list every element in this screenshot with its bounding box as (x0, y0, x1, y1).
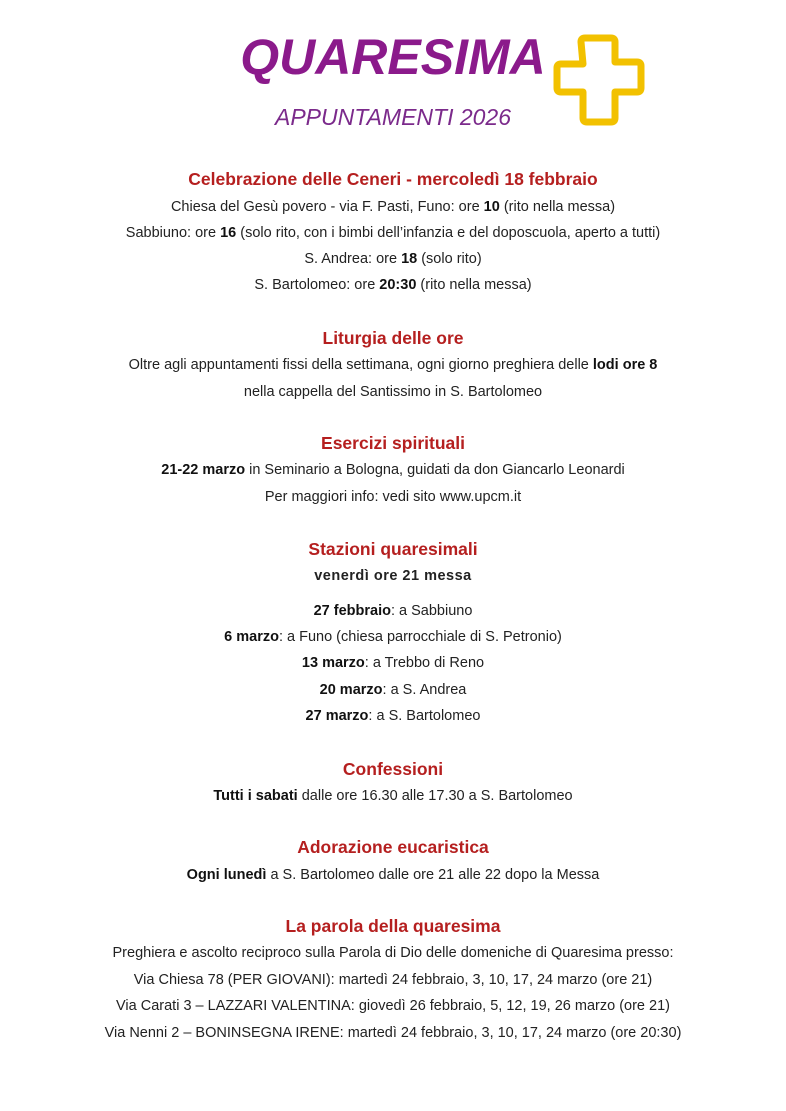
esercizi-line-1: 21-22 marzo in Seminario a Bologna, guidati da don Giancarlo Leonardi (161, 462, 625, 478)
section-title-esercizi: Esercizi spirituali (321, 433, 465, 453)
parola-line: Via Carati 3 – LAZZARI VALENTINA: giovedì 26 febbraio, 5, 12, 19, 26 marzo (ore 21) (116, 998, 670, 1014)
ceneri-line-4: S. Bartolomeo: ore 20:30 (rito nella messa) (254, 277, 532, 293)
parola-line: Via Nenni 2 – BONINSEGNA IRENE: martedì 24 febbraio, 3, 10, 17, 24 marzo (ore 20:30) (104, 1025, 682, 1041)
page-subtitle: APPUNTAMENTI 2026 (274, 104, 512, 130)
section-title-confessioni: Confessioni (342, 759, 444, 779)
section-title-parola: La parola della quaresima (285, 916, 501, 936)
stazioni-item: 27 febbraio: a Sabbiuno (313, 603, 473, 619)
section-title-liturgia: Liturgia delle ore (322, 328, 464, 348)
adorazione-line-1: Ogni lunedì a S. Bartolomeo dalle ore 21 alle 22 dopo la Messa (186, 867, 600, 883)
stazioni-item: 27 marzo: a S. Bartolomeo (305, 708, 481, 724)
confessioni-line-1: Tutti i sabati dalle ore 16.30 alle 17.30 a S. Bartolomeo (213, 788, 573, 804)
stazioni-item: 20 marzo: a S. Andrea (319, 682, 467, 698)
liturgia-line-1: Oltre agli appuntamenti fissi della settimana, ogni giorno preghiera delle lodi ore 8 (128, 357, 658, 373)
ceneri-line-2: Sabbiuno: ore 16 (solo rito, con i bimbi dell’infanzia e del doposcuola, aperto a tutti) (125, 225, 661, 241)
parola-line: Preghiera e ascolto reciproco sulla Parola di Dio delle domeniche di Quaresima presso: (112, 945, 674, 961)
page-title: QUARESIMA (240, 29, 546, 85)
cross-icon (553, 32, 645, 128)
parola-line: Via Chiesa 78 (PER GIOVANI): martedì 24 febbraio, 3, 10, 17, 24 marzo (ore 21) (133, 972, 653, 988)
section-title-ceneri: Celebrazione delle Ceneri - mercoledì 18 febbraio (188, 169, 598, 189)
esercizi-line-2: Per maggiori info: vedi sito www.upcm.it (264, 489, 522, 505)
ceneri-line-3: S. Andrea: ore 18 (solo rito) (304, 251, 482, 267)
section-title-adorazione: Adorazione eucaristica (297, 837, 489, 857)
ceneri-line-1: Chiesa del Gesù povero - via F. Pasti, Funo: ore 10 (rito nella messa) (170, 199, 616, 215)
stazioni-item: 6 marzo: a Funo (chiesa parrocchiale di S. Petronio) (224, 629, 562, 645)
stazioni-item: 13 marzo: a Trebbo di Reno (301, 655, 485, 671)
stazioni-subtitle: venerdì ore 21 messa (314, 568, 472, 584)
liturgia-line-2: nella cappella del Santissimo in S. Bartolomeo (243, 384, 543, 400)
section-title-stazioni: Stazioni quaresimali (308, 539, 478, 559)
